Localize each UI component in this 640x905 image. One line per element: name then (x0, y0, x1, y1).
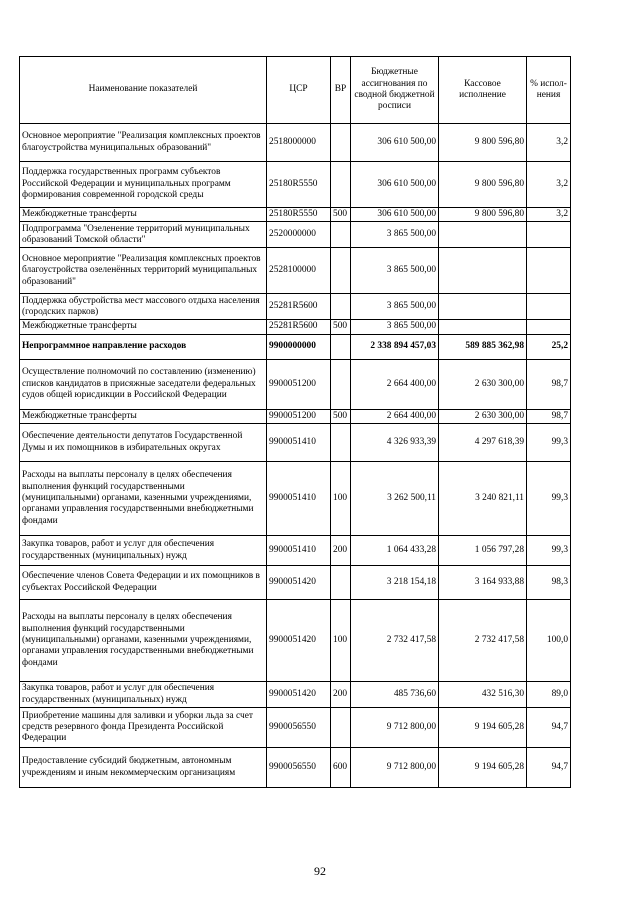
cell-csr: 25281R5600 (267, 320, 331, 334)
cell-budget: 3 865 500,00 (351, 248, 439, 294)
table-row (20, 222, 571, 248)
page-number: 92 (314, 864, 326, 878)
table-row (20, 566, 571, 600)
table-row (20, 162, 571, 208)
cell-vr: 100 (331, 462, 351, 536)
table-row (20, 708, 571, 748)
cell-pct (527, 222, 571, 248)
cell-cash: 9 800 596,80 (439, 208, 527, 222)
cell-cash: 2 630 300,00 (439, 409, 527, 423)
cell-vr (331, 294, 351, 320)
cell-name: Обеспечение членов Совета Федерации и их помощников в субъектах Российской Федерации (20, 566, 267, 600)
cell-name: Поддержка обустройства мест массового отдыха населения (городских парков) (20, 294, 267, 320)
cell-name: Предоставление субсидий бюджетным, автономным учреждениям и иным некоммерческим организациям (20, 748, 267, 788)
table-row (20, 124, 571, 162)
cell-pct: 94,7 (527, 748, 571, 788)
cell-csr: 9900056550 (267, 708, 331, 748)
cell-pct: 99,3 (527, 536, 571, 566)
cell-name: Обеспечение деятельности депутатов Государственной Думы и их помощников в избирательных округах (20, 424, 267, 462)
cell-budget: 3 262 500,11 (351, 462, 439, 536)
header-percent: % испол-нения (527, 57, 571, 124)
table-row (20, 334, 571, 359)
table-row (20, 682, 571, 708)
cell-name: Подпрограмма "Озеленение территорий муниципальных образований Томской области" (20, 222, 267, 248)
cell-csr: 9900051410 (267, 424, 331, 462)
table-row (20, 600, 571, 682)
cell-budget: 2 338 894 457,03 (351, 334, 439, 359)
cell-cash: 3 240 821,11 (439, 462, 527, 536)
cell-vr: 500 (331, 409, 351, 423)
header-budget: Бюджетные ассигнования по сводной бюджетной росписи (351, 57, 439, 124)
cell-csr: 9900051200 (267, 359, 331, 409)
cell-pct: 99,3 (527, 424, 571, 462)
cell-cash: 9 194 605,28 (439, 708, 527, 748)
cell-budget: 306 610 500,00 (351, 124, 439, 162)
budget-execution-table (19, 56, 571, 788)
cell-vr: 500 (331, 208, 351, 222)
cell-pct (527, 294, 571, 320)
header-name: Наименование показателей (20, 57, 267, 124)
header-csr: ЦСР (267, 57, 331, 124)
cell-budget: 306 610 500,00 (351, 208, 439, 222)
cell-cash: 9 194 605,28 (439, 748, 527, 788)
cell-cash: 3 164 933,88 (439, 566, 527, 600)
cell-name: Основное мероприятие "Реализация комплексных проектов благоустройства муниципальных образований" (20, 124, 267, 162)
cell-vr: 200 (331, 536, 351, 566)
table-header-row (20, 57, 571, 124)
cell-budget: 485 736,60 (351, 682, 439, 708)
table-row (20, 536, 571, 566)
cell-name: Межбюджетные трансферты (20, 320, 267, 334)
cell-csr: 9900051200 (267, 409, 331, 423)
cell-budget: 3 865 500,00 (351, 320, 439, 334)
cell-vr (331, 334, 351, 359)
cell-csr: 9900051410 (267, 462, 331, 536)
cell-vr: 200 (331, 682, 351, 708)
table-row (20, 748, 571, 788)
table-row (20, 462, 571, 536)
cell-pct: 3,2 (527, 162, 571, 208)
cell-pct (527, 320, 571, 334)
cell-budget: 9 712 800,00 (351, 748, 439, 788)
header-vr: ВР (331, 57, 351, 124)
cell-pct: 98,3 (527, 566, 571, 600)
cell-budget: 2 664 400,00 (351, 359, 439, 409)
cell-vr (331, 124, 351, 162)
table-row (20, 208, 571, 222)
cell-csr: 2528100000 (267, 248, 331, 294)
cell-name: Осуществление полномочий по составлению (изменению) списков кандидатов в присяжные заседатели федеральных судов общей юрисдикции в Российской Федерации (20, 359, 267, 409)
cell-vr (331, 359, 351, 409)
table-row (20, 424, 571, 462)
cell-cash: 4 297 618,39 (439, 424, 527, 462)
cell-budget: 2 732 417,58 (351, 600, 439, 682)
table-body (20, 124, 571, 788)
cell-cash: 432 516,30 (439, 682, 527, 708)
table-row (20, 248, 571, 294)
cell-vr: 600 (331, 748, 351, 788)
cell-pct: 94,7 (527, 708, 571, 748)
cell-csr: 9900000000 (267, 334, 331, 359)
cell-csr: 9900056550 (267, 748, 331, 788)
cell-pct: 89,0 (527, 682, 571, 708)
cell-pct: 3,2 (527, 124, 571, 162)
cell-pct: 3,2 (527, 208, 571, 222)
cell-vr (331, 566, 351, 600)
cell-name: Поддержка государственных программ субъектов Российской Федерации и муниципальных программ формирования современной городской среды (20, 162, 267, 208)
cell-csr: 9900051420 (267, 566, 331, 600)
cell-pct: 25,2 (527, 334, 571, 359)
cell-cash (439, 294, 527, 320)
table-row (20, 294, 571, 320)
cell-vr: 100 (331, 600, 351, 682)
cell-budget: 2 664 400,00 (351, 409, 439, 423)
cell-budget: 4 326 933,39 (351, 424, 439, 462)
cell-budget: 9 712 800,00 (351, 708, 439, 748)
cell-cash: 1 056 797,28 (439, 536, 527, 566)
cell-budget: 306 610 500,00 (351, 162, 439, 208)
cell-name: Основное мероприятие "Реализация комплексных проектов благоустройства озеленённых территорий муниципальных образований" (20, 248, 267, 294)
cell-name: Непрограммное направление расходов (20, 334, 267, 359)
cell-name: Расходы на выплаты персоналу в целях обеспечения выполнения функций государственными (муниципальными) органами, казенными учреждениями, органами управления государственными внебюджетными фондами (20, 462, 267, 536)
cell-cash (439, 248, 527, 294)
cell-name: Расходы на выплаты персоналу в целях обеспечения выполнения функций государственными (муниципальными) органами, казенными учреждениями, органами управления государственными внебюджетными фондами (20, 600, 267, 682)
cell-cash: 2 630 300,00 (439, 359, 527, 409)
cell-csr: 25180R5550 (267, 208, 331, 222)
cell-cash (439, 222, 527, 248)
cell-name: Закупка товаров, работ и услуг для обеспечения государственных (муниципальных) нужд (20, 536, 267, 566)
cell-budget: 3 865 500,00 (351, 294, 439, 320)
cell-csr: 9900051420 (267, 600, 331, 682)
cell-pct (527, 248, 571, 294)
cell-csr: 2518000000 (267, 124, 331, 162)
cell-name: Приобретение машины для заливки и уборки льда за счет средств резервного фонда Президента Российской Федерации (20, 708, 267, 748)
cell-vr (331, 248, 351, 294)
cell-pct: 99,3 (527, 462, 571, 536)
cell-vr (331, 222, 351, 248)
cell-csr: 9900051410 (267, 536, 331, 566)
cell-name: Межбюджетные трансферты (20, 409, 267, 423)
cell-name: Межбюджетные трансферты (20, 208, 267, 222)
cell-pct: 98,7 (527, 359, 571, 409)
cell-cash: 9 800 596,80 (439, 162, 527, 208)
cell-name: Закупка товаров, работ и услуг для обеспечения государственных (муниципальных) нужд (20, 682, 267, 708)
cell-cash: 589 885 362,98 (439, 334, 527, 359)
table-row (20, 409, 571, 423)
cell-budget: 3 865 500,00 (351, 222, 439, 248)
cell-cash: 2 732 417,58 (439, 600, 527, 682)
cell-cash: 9 800 596,80 (439, 124, 527, 162)
cell-budget: 1 064 433,28 (351, 536, 439, 566)
cell-cash (439, 320, 527, 334)
cell-pct: 100,0 (527, 600, 571, 682)
cell-csr: 25281R5600 (267, 294, 331, 320)
cell-vr (331, 162, 351, 208)
cell-pct: 98,7 (527, 409, 571, 423)
cell-vr (331, 708, 351, 748)
header-cash: Кассовое исполнение (439, 57, 527, 124)
cell-csr: 25180R5550 (267, 162, 331, 208)
cell-budget: 3 218 154,18 (351, 566, 439, 600)
table-row (20, 359, 571, 409)
cell-vr (331, 424, 351, 462)
cell-csr: 2520000000 (267, 222, 331, 248)
cell-vr: 500 (331, 320, 351, 334)
cell-csr: 9900051420 (267, 682, 331, 708)
table-row (20, 320, 571, 334)
